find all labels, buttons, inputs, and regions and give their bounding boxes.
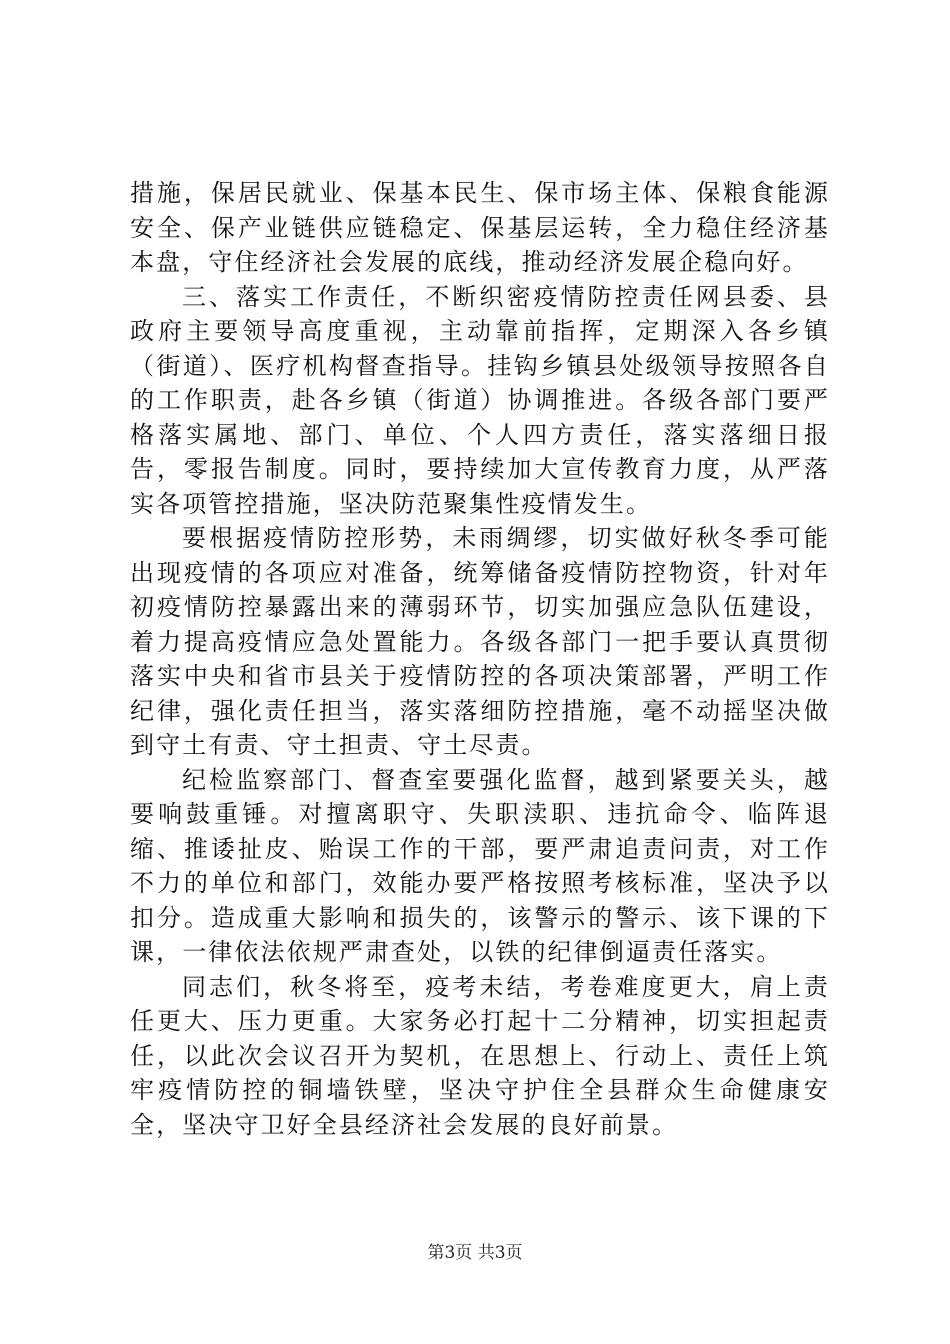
paragraph-continuation: 措施，保居民就业、保基本民生、保市场主体、保粮食能源安全、保产业链供应链稳定、保基层运转，全力稳住经济基本盘，守住经济社会发展的底线，推动经济发展企稳向好。 xyxy=(130,179,830,276)
document-body xyxy=(130,176,830,1142)
paragraph-supervision: 纪检监察部门、督查室要强化监督，越到紧要关头，越要响鼓重锤。对擅离职守、失职渎职、违抗命令、临阵退缩、推诿扯皮、贻误工作的干部，要严肃追责问责，对工作不力的单位和部门，效能办要严格按照考核标准，坚决予以扣分。造成重大影响和损失的，该警示的警示、该下课的下课，一律依法依规严肃查处，以铁的纪律倒逼责任落实。 xyxy=(130,765,830,966)
paragraph-preparedness: 要根据疫情防控形势，未雨绸缪，切实做好秋冬季可能出现疫情的各项应对准备，统筹储备疫情防控物资，针对年初疫情防控暴露出来的薄弱环节，切实加强应急队伍建设，着力提高疫情应急处置能力。各级各部门一把手要认真贯彻落实中央和省市县关于疫情防控的各项决策部署，严明工作纪律，强化责任担当，落实落细防控措施，毫不动摇坚决做到守土有责、守土担责、守土尽责。 xyxy=(130,524,830,759)
page-number-footer: 第3页 共3页 xyxy=(427,1243,523,1263)
paragraph-closing: 同志们，秋冬将至，疫考未结，考卷难度更大，肩上责任更大、压力更重。大家务必打起十二分精神，切实担起责任，以此次会议召开为契机，在思想上、行动上、责任上筑牢疫情防控的铜墙铁壁，坚决守护住全县群众生命健康安全，坚决守卫好全县经济社会发展的良好前景。 xyxy=(130,972,830,1139)
paragraph-work-responsibility: 三、落实工作责任，不断织密疫情防控责任网县委、县政府主要领导高度重视，主动靠前指挥，定期深入各乡镇（街道）、医疗机构督查指导。挂钩乡镇县处级领导按照各自的工作职责，赴各乡镇（街道）协调推进。各级各部门要严格落实属地、部门、单位、个人四方责任，落实落细日报告，零报告制度。同时，要持续加大宣传教育力度，从严落实各项管控措施，坚决防范聚集性疫情发生。 xyxy=(130,282,830,518)
